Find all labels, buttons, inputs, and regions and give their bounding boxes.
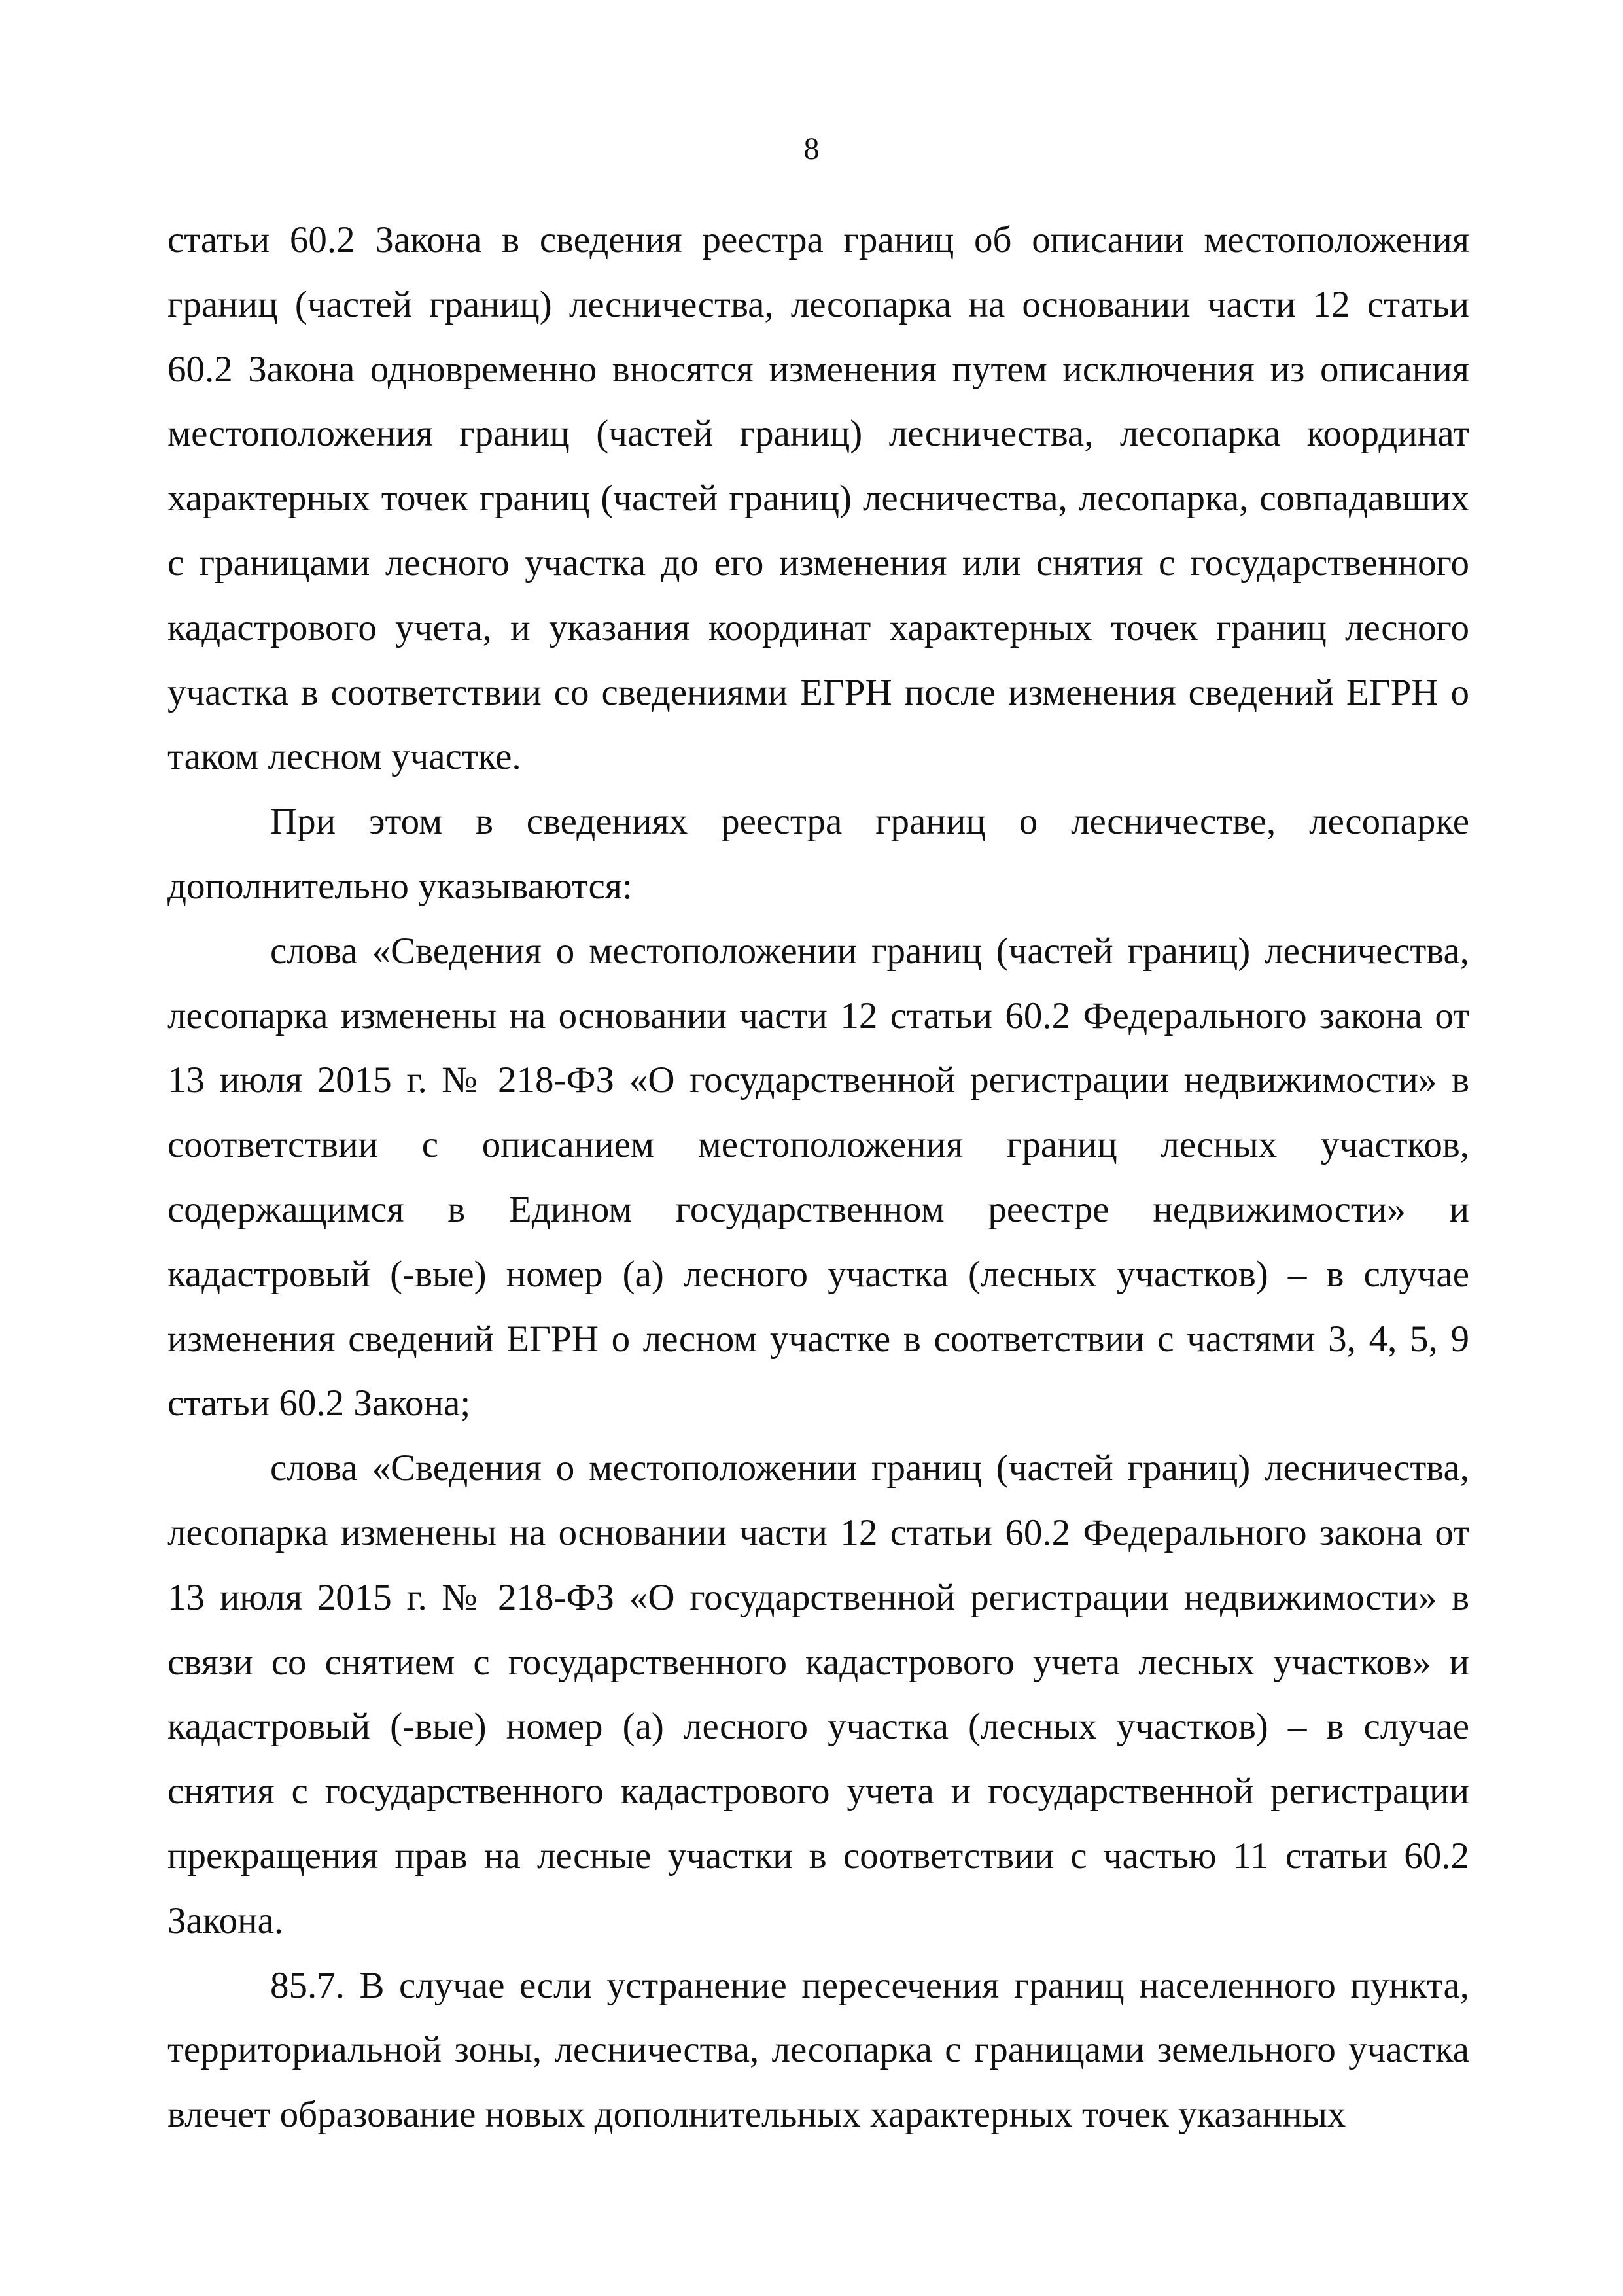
paragraph-3: слова «Сведения о местоположении границ (частей границ) лесничества, лесопарка изменены на основании части 12 статьи 60.2 Федерального закона от 13 июля 2015 г. № 218-ФЗ «О государственной регистрации недвижимости» в соответствии с описанием местоположения границ лесных участков, содержащимся в Едином государственном реестре недвижимости» и кадастровый (-вые) номер (а) лесного участка (лесных участков) – в случае изменения сведений ЕГРН о лесном участке в соответствии с частями 3, 4, 5, 9 статьи 60.2 Закона;: [167, 930, 1469, 1424]
paragraph-5: 85.7. В случае если устранение пересечения границ населенного пункта, территориальной зоны, лесничества, лесопарка с границами земельного участка влечет образование новых дополнительных характерных точек указанных: [167, 1964, 1469, 2136]
page-number: 8: [803, 132, 820, 166]
paragraph-2: При этом в сведениях реестра границ о лесничестве, лесопарке дополнительно указываются:: [167, 801, 1469, 907]
document-body: [167, 208, 1469, 2147]
paragraph-1: статьи 60.2 Закона в сведения реестра границ об описании местоположения границ (частей границ) лесничества, лесопарка на основании части 12 статьи 60.2 Закона одновременно вносятся изменения путем исключения из описания местоположения границ (частей границ) лесничества, лесопарка координат характерных точек границ (частей границ) лесничества, лесопарка, совпадавших с границами лесного участка до его изменения или снятия с государственного кадастрового учета, и указания координат характерных точек границ лесного участка в соответствии со сведениями ЕГРН после изменения сведений ЕГРН о таком лесном участке.: [167, 219, 1469, 778]
paragraph-4: слова «Сведения о местоположении границ (частей границ) лесничества, лесопарка изменены на основании части 12 статьи 60.2 Федерального закона от 13 июля 2015 г. № 218-ФЗ «О государственной регистрации недвижимости» в связи со снятием с государственного кадастрового учета лесных участков» и кадастровый (-вые) номер (а) лесного участка (лесных участков) – в случае снятия с государственного кадастрового учета и государственной регистрации прекращения прав на лесные участки в соответствии с частью 11 статьи 60.2 Закона.: [167, 1447, 1469, 1941]
